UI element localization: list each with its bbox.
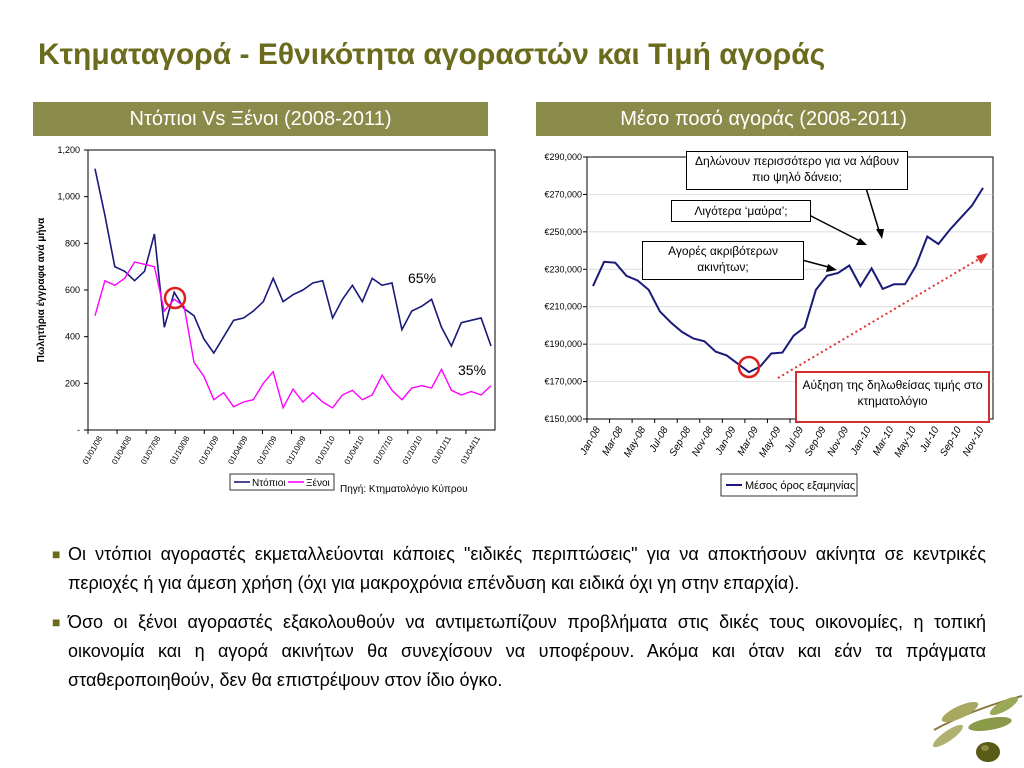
y-tick-label: €230,000 <box>544 264 582 275</box>
y-tick-label: 200 <box>64 378 80 389</box>
annotation-less-black-money: Λιγότερα ‘μαύρα’; <box>671 200 811 222</box>
x-tick-label: Nov-10 <box>960 425 987 459</box>
x-tick-label: 01/04/09 <box>226 434 250 466</box>
x-tick-label: Jan-08 <box>578 425 604 457</box>
y-tick-label: €150,000 <box>544 414 582 424</box>
annotation-expensive-properties: Αγορές ακριβότερων ακινήτων; <box>642 241 804 280</box>
annotation-higher-loan: Δηλώνουν περισσότερο για να λάβουν πιο ψηλό δάνειο; <box>686 151 908 190</box>
legend-label-locals: Ντόπιοι <box>252 478 286 489</box>
x-tick-label: 01/04/08 <box>109 434 134 466</box>
x-tick-label: 01/07/08 <box>139 434 163 466</box>
source-note: Πηγή: Κτηματολόγιο Κύπρου <box>340 484 468 495</box>
y-tick-label: €190,000 <box>544 339 582 350</box>
x-tick-label: 01/10/09 <box>284 434 308 466</box>
y-tick-label: 800 <box>64 238 80 249</box>
x-tick-label: 01/10/08 <box>168 434 192 466</box>
y-tick-label: 1,200 <box>57 145 80 155</box>
slide-title: Κτηματαγορά - Εθνικότητα αγοραστών και Τιμή αγοράς <box>38 38 826 71</box>
y-tick-label: 600 <box>64 285 80 295</box>
x-tick-label: 01/01/10 <box>313 434 337 466</box>
x-tick-label: Mar-08 <box>600 425 626 458</box>
x-tick-label: Mar-10 <box>871 425 897 458</box>
x-tick-label: Mar-09 <box>735 425 762 458</box>
x-tick-label: Sep-10 <box>938 425 965 459</box>
y-tick-label: - <box>77 425 80 435</box>
y-tick-label: 1,000 <box>57 191 80 202</box>
x-tick-label: 01/01/09 <box>197 434 221 466</box>
x-tick-label: 01/07/10 <box>371 434 395 466</box>
x-tick-label: Nov-09 <box>825 425 852 459</box>
bullet-marker: ■ <box>52 546 61 562</box>
x-tick-label: 01/07/09 <box>255 434 279 466</box>
x-tick-label: Sep-08 <box>667 425 694 459</box>
chart-header-locals-vs-foreigners: Ντόπιοι Vs Ξένοι (2008-2011) <box>33 102 488 136</box>
x-tick-label: 01/10/10 <box>400 434 425 466</box>
y-axis-label: Πωλητήρια έγγραφα ανά μήνα <box>36 217 47 363</box>
y-tick-label: 400 <box>64 331 80 342</box>
x-tick-label: 01/04/11 <box>459 434 483 466</box>
bullet-item-foreigners <box>52 608 986 695</box>
x-tick-label: Jul-10 <box>918 425 942 455</box>
x-tick-label: Sep-09 <box>803 425 829 459</box>
bullet-marker: ■ <box>52 614 61 630</box>
bullet-text: Οι ντόπιοι αγοραστές εκμεταλλεύονται κάποιες "ειδικές περιπτώσεις" για να αποκτήσουν ακίνητα σε κεντρικές περιοχές ή για άμεση χρήση (όχι για μακροχρόνια επένδυση και ειδικά όχι γη στην επαρχία). <box>68 544 986 593</box>
locals-share-label: 65% <box>408 270 437 286</box>
annotation-declared-price-increase: Αύξηση της δηλωθείσας τιμής στο κτηματολόγιο <box>795 371 990 423</box>
y-tick-label: €210,000 <box>544 301 582 312</box>
y-tick-label: €170,000 <box>544 376 582 387</box>
x-tick-label: Jul-08 <box>647 425 671 455</box>
olive-branch-icon <box>930 690 1024 768</box>
x-tick-label: May-10 <box>892 425 919 460</box>
x-tick-label: 01/01/08 <box>80 434 105 466</box>
x-tick-label: May-09 <box>757 425 784 460</box>
bullet-list <box>52 540 986 705</box>
x-tick-label: 01/04/10 <box>342 434 366 466</box>
x-tick-label: Jan-09 <box>713 425 739 457</box>
x-tick-label: Nov-08 <box>690 425 716 459</box>
y-tick-label: €270,000 <box>544 189 582 200</box>
x-tick-label: 01/01/11 <box>430 434 454 466</box>
chart-header-average-price: Μέσο ποσό αγοράς (2008-2011) <box>536 102 991 136</box>
x-tick-label: May-08 <box>622 425 649 460</box>
x-tick-label: Jul-09 <box>782 425 807 455</box>
legend-label-foreigners: Ξένοι <box>306 478 330 489</box>
bullet-item-locals <box>52 540 986 598</box>
bullet-text: Όσο οι ξένοι αγοραστές εξακολουθούν να αντιμετωπίζουν προβλήματα στις δικές τους οικονομίες, η τοπική οικονομία και η αγορά ακινήτων θα συνεχίσουν να υποφέρουν. Ακόμα και όταν και εάν τα πράγματα σταθεροποιηθούν, δεν θα επιστρέψουν στον ίδιο όγκο. <box>68 612 986 690</box>
foreigners-share-label: 35% <box>458 362 487 378</box>
legend-label-average: Μέσος όρος εξαμηνίας <box>745 480 856 492</box>
x-tick-label: Jan-10 <box>848 425 874 457</box>
y-tick-label: €250,000 <box>544 226 582 237</box>
y-tick-label: €290,000 <box>544 152 582 162</box>
